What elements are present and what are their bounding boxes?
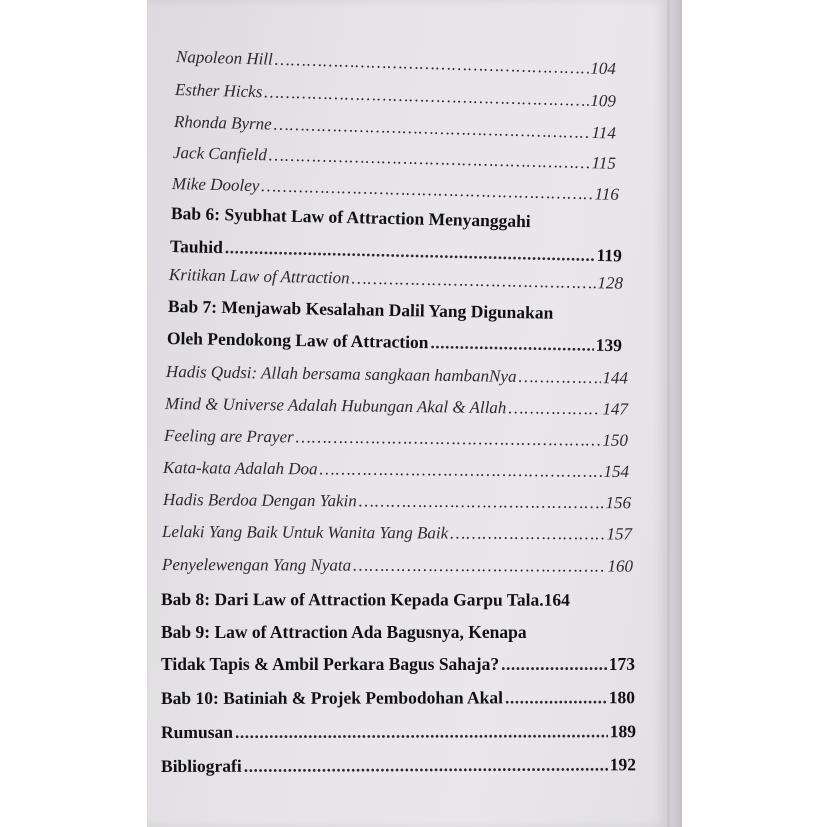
toc-chapter-10-entry [161, 687, 635, 709]
toc-rumusan-entry [161, 721, 636, 743]
toc-entry-title: Lelaki Yang Baik Untuk Wanita Yang Baik [161, 522, 449, 543]
toc-entry-title: Hadis Qudsi: Allah bersama sangkaan hambanNya [165, 362, 517, 386]
dot-leader [501, 654, 607, 675]
toc-entry-title: Kata-kata Adalah Doa [162, 458, 318, 479]
toc-entry-title: Kritikan Law of Attraction [168, 265, 350, 288]
toc-entry-rhonda-byrne [174, 112, 616, 144]
toc-page-number: 150 [602, 430, 629, 450]
toc-page-number: 156 [605, 493, 632, 513]
toc-chapter-9-heading: Bab 9: Law of Attraction Ada Bagusnya, Kenapa [161, 622, 527, 642]
toc-entry-title: Bab 8: Dari Law of Attraction Kepada Garpu Tala. [160, 589, 544, 610]
toc-page-number: 180 [608, 687, 636, 708]
toc-entry-kata-kata [163, 458, 629, 482]
dot-leader [351, 269, 595, 294]
dot-leader [274, 50, 588, 79]
toc-entry-title: Mind & Universe Adalah Hubungan Akal & Allah [164, 394, 507, 418]
dot-leader [359, 491, 604, 513]
dot-leader [505, 687, 607, 708]
dot-leader [264, 82, 589, 110]
toc-entry-title: Mike Dooley [171, 174, 260, 196]
toc-page-number: 115 [591, 153, 617, 173]
dot-leader [296, 427, 601, 450]
toc-entry-kritikan-loa [169, 265, 623, 294]
toc-page-number: 192 [609, 754, 637, 775]
toc-page-number: 173 [608, 654, 635, 674]
toc-entry-esther-hicks [175, 80, 616, 112]
toc-entry-title: Oleh Pendokong Law of Attraction [166, 328, 429, 353]
toc-page-number: 104 [590, 58, 617, 79]
toc-entry-title: Bab 10: Batiniah & Projek Pembodohan Akal [160, 687, 503, 708]
toc-entry-title: Penyelewengan Yang Nyata [161, 555, 352, 575]
toc-entry-title: Hadis Berdoa Dengan Yakin [162, 490, 357, 511]
dot-leader [508, 398, 600, 419]
toc-entry-lelaki-baik [162, 522, 632, 544]
toc-entry-title: Tidak Tapis & Ambil Perkara Bagus Sahaja? [161, 654, 500, 674]
toc-entry-jack-canfield [173, 143, 616, 174]
toc-page-number: 109 [590, 90, 617, 111]
dot-leader [235, 721, 608, 743]
toc-page-number: 114 [591, 122, 617, 143]
toc-entry-napoleon-hill [176, 47, 616, 79]
toc-entry-penyelewengan [162, 555, 633, 577]
toc-entry-title: Napoleon Hill [175, 47, 274, 69]
toc-page-number: 164 [543, 589, 570, 610]
toc-page-number: 128 [597, 273, 624, 293]
toc-chapter-6-entry [170, 236, 622, 266]
toc-page-number: 139 [595, 334, 623, 356]
toc-entry-title: Tauhid [169, 236, 224, 258]
toc-entry-hadis-qudsi [166, 362, 628, 388]
dot-leader [261, 176, 593, 204]
toc-entry-title: Rhonda Byrne [173, 112, 272, 134]
toc-page-number: 154 [603, 461, 630, 482]
toc-page-number: 144 [602, 368, 629, 388]
dot-leader [353, 556, 605, 577]
dot-leader [430, 332, 594, 356]
dot-leader [518, 367, 600, 388]
toc-page-number: 160 [607, 556, 634, 576]
toc-chapter-7-heading: Bab 7: Menjawab Kesalahan Dalil Yang Digunakan [167, 296, 554, 323]
dot-leader [244, 754, 608, 776]
toc-bibliografi-entry [161, 754, 636, 777]
toc-entry-title: Rumusan [160, 721, 234, 742]
toc-page-number: 147 [602, 399, 629, 419]
toc-page-number: 119 [596, 244, 623, 266]
toc-page-number: 189 [609, 721, 637, 742]
toc-entry-title: Feeling are Prayer [163, 426, 294, 447]
toc-entry-title: Jack Canfield [172, 143, 268, 165]
toc-entry-hadis-berdoa [163, 490, 631, 513]
toc-chapter-9-entry [161, 654, 635, 675]
dot-leader [273, 115, 589, 143]
toc-chapter-8-entry [161, 589, 634, 611]
dot-leader [225, 237, 595, 266]
dot-leader [319, 459, 601, 481]
toc-entry-mike-dooley [172, 174, 619, 205]
toc-page-number: 116 [594, 184, 620, 204]
toc-entry-title: Bibliografi [160, 755, 242, 776]
dot-leader [269, 145, 590, 173]
toc-chapter-7-entry [167, 328, 622, 356]
toc-chapter-6-heading: Bab 6: Syubhat Law of Attraction Menyanggahi [170, 203, 531, 232]
toc-page-number: 157 [606, 524, 633, 544]
dot-leader [450, 524, 604, 545]
toc-entry-title: Esther Hicks [174, 80, 263, 102]
toc-entry-feeling-prayer [164, 426, 628, 451]
toc-entry-mind-universe [165, 394, 628, 420]
